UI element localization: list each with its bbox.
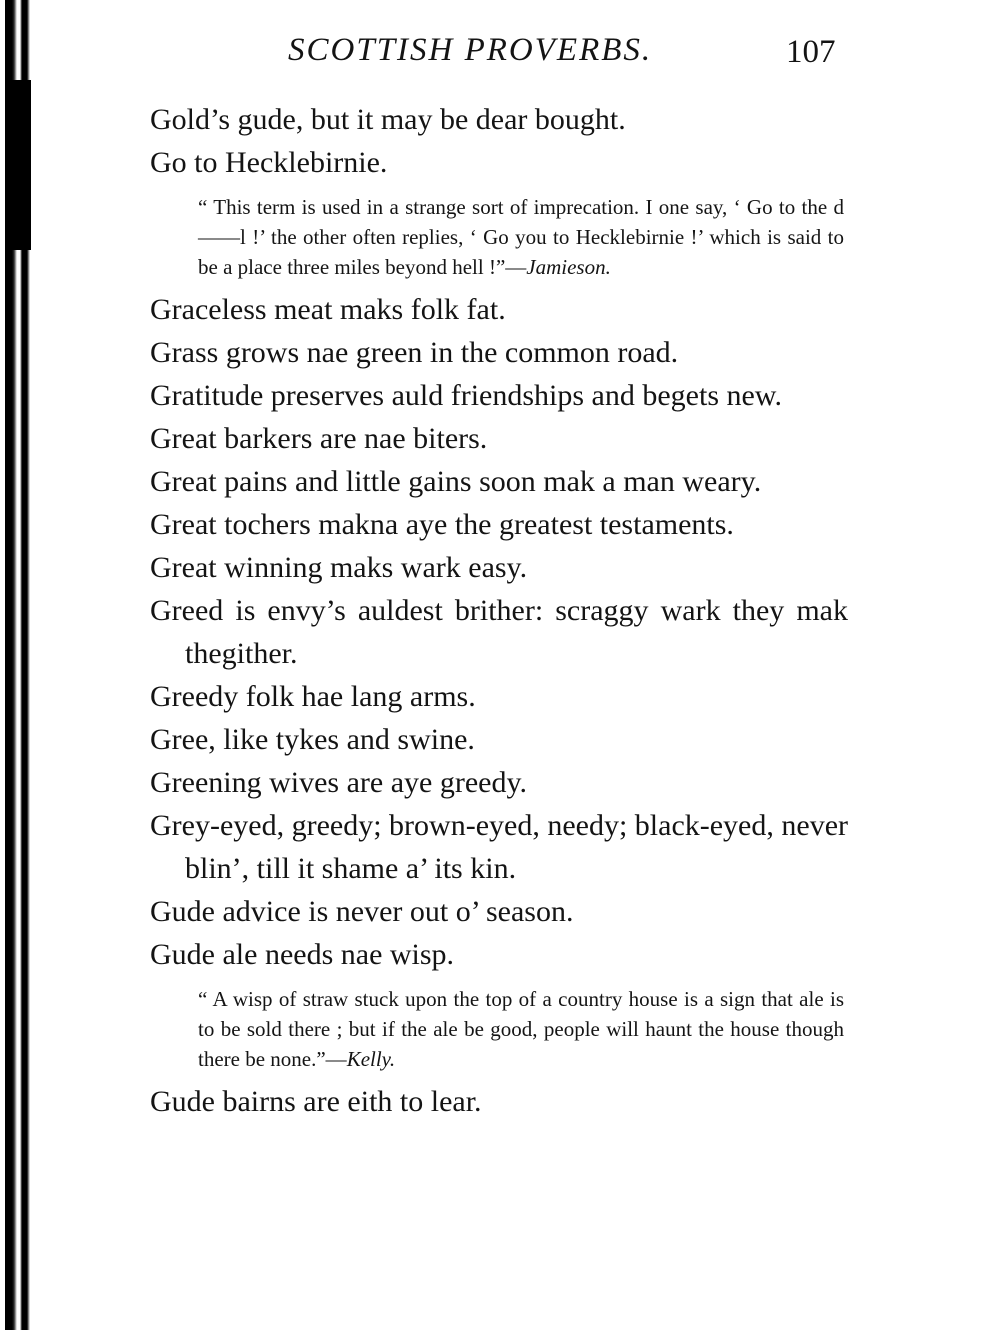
footnote-text: “ A wisp of straw stuck upon the top of a country house is a sign that ale is to be sold there ; but if the ale be good, people will haunt the house though there be none.”— — [198, 987, 844, 1071]
proverb-entry: Greedy folk hae lang arms. — [150, 680, 476, 713]
proverb-entry: Greening wives are aye greedy. — [150, 766, 528, 799]
running-title: SCOTTISH PROVERBS. — [288, 32, 653, 68]
footnote-jamieson — [150, 192, 848, 282]
proverb-entry: Great barkers are nae biters. — [150, 422, 488, 455]
footnote-attribution: Kelly. — [346, 1047, 396, 1071]
proverb-entry: Gude ale needs nae wisp. — [150, 938, 455, 971]
footnote-kelly — [150, 984, 848, 1074]
spine-dark-band — [9, 80, 31, 250]
proverb-list — [150, 98, 848, 1123]
proverb-entry: Graceless meat maks folk fat. — [150, 293, 506, 326]
page-number: 107 — [786, 34, 836, 70]
proverb-entry: Gold’s gude, but it may be dear bought. — [150, 103, 626, 136]
proverb-entry: Great pains and little gains soon mak a man weary. — [150, 465, 762, 498]
proverb-entry: Gude bairns are eith to lear. — [150, 1085, 482, 1118]
proverb-entry: Gree, like tykes and swine. — [150, 723, 475, 756]
proverb-entry: Great tochers makna aye the greatest testaments. — [150, 508, 734, 541]
proverb-entry: Go to Hecklebirnie. — [150, 146, 388, 179]
footnote-text: “ This term is used in a strange sort of imprecation. I one say, ‘ Go to the d——l !’ the other often replies, ‘ Go you to Hecklebirnie !’ which is said to be a place three miles beyond hell !”— — [198, 195, 844, 279]
proverb-entry: Great winning maks wark easy. — [150, 551, 528, 584]
proverb-entry: Grass grows nae green in the common road. — [150, 336, 679, 369]
proverb-entry: Greed is envy’s auldest brither: scraggy wark they mak thegither. — [150, 594, 848, 670]
page-header — [0, 32, 1000, 82]
footnote-attribution: Jamieson. — [526, 255, 611, 279]
proverb-entry: Gude advice is never out o’ season. — [150, 895, 574, 928]
proverb-entry: Gratitude preserves auld friendships and begets new. — [150, 379, 783, 412]
proverb-entry: Grey-eyed, greedy; brown-eyed, needy; black-eyed, never blin’, till it shame a’ its kin. — [150, 809, 848, 885]
